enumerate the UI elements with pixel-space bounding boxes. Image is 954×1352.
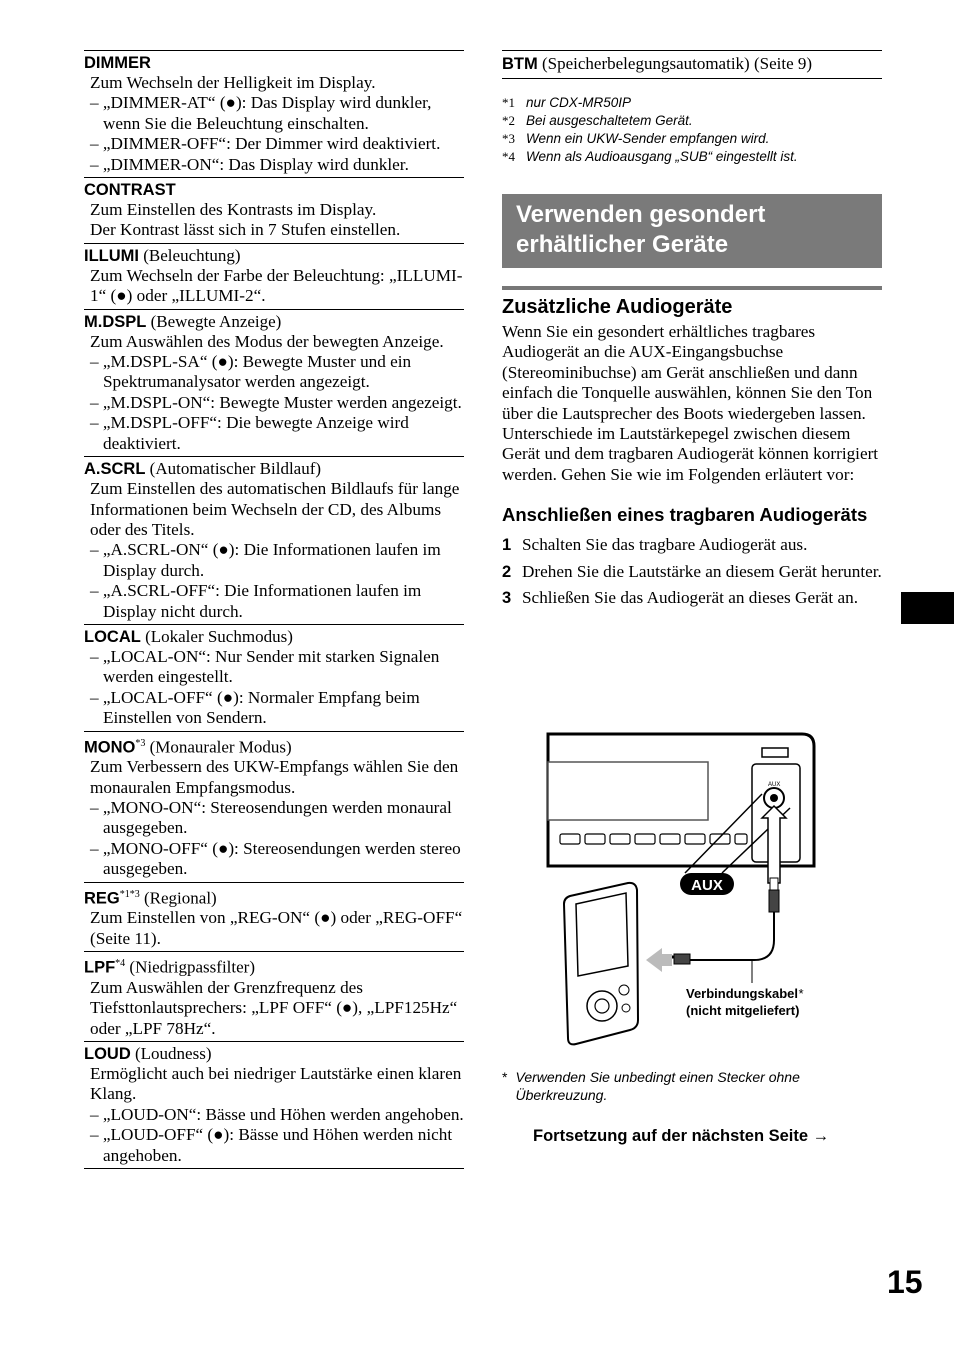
section-paragraph: Wenn Sie ein gesondert erhältliches tragbares Audiogerät an die AUX-Eingangsbuchse (Stereominibuchse) am Gerät anschließen und dann einfach die Tonquelle auswählen, können Sie den Ton über die Lautsprecher des Boots wiedergeben lassen. Unterschiede im Lautstärkepegel zwischen diesem Gerät und dem tragbaren Audiogerät können korrigiert werden. Gehen Sie wie im Folgenden erläutert vor: xyxy=(502,322,879,484)
setting-entry-illumi xyxy=(84,243,464,309)
page-tab-marker xyxy=(901,592,954,624)
entry-text: Ermöglicht auch bei niedriger Lautstärke einen klaren Klang. xyxy=(90,1064,462,1104)
entry-text: Zum Wechseln der Farbe der Beleuchtung: „ILLUMI-1“ (●) oder „ILLUMI-2“. xyxy=(90,265,463,306)
entry-head xyxy=(84,246,464,266)
setting-entry-mono xyxy=(84,731,464,882)
footnote-text: Bei ausgeschaltetem Gerät. xyxy=(526,113,693,128)
footnote-item xyxy=(502,94,882,112)
entry-title: M.DSPL xyxy=(84,312,147,331)
entry-body xyxy=(84,479,464,622)
entry-option: – „A.SCRL-ON“ (●): Die Informationen laufen im Display durch. xyxy=(90,540,441,580)
settings-list xyxy=(84,50,464,1169)
setting-entry-local xyxy=(84,624,464,731)
entry-title-paren: (Lokaler Suchmodus) xyxy=(140,626,293,646)
entry-head xyxy=(84,459,464,479)
entry-title-paren: (Speicherbelegungsautomatik) (Seite 9) xyxy=(537,54,813,73)
footnote-text: nur CDX-MR50IP xyxy=(526,95,632,110)
entry-title: MONO xyxy=(84,738,136,757)
footnote-text: Wenn ein UKW-Sender empfangen wird. xyxy=(526,131,770,146)
entry-text: Der Kontrast lässt sich in 7 Stufen einstellen. xyxy=(90,220,401,240)
entry-head xyxy=(84,312,464,332)
entry-title: LOUD xyxy=(84,1045,131,1063)
entry-title-paren: (Automatischer Bildlauf) xyxy=(145,459,322,479)
jack-label: AUX xyxy=(768,782,781,788)
footnote-item xyxy=(502,130,882,148)
entry-text: Zum Auswählen des Modus der bewegten Anzeige. xyxy=(90,331,444,351)
page-number: 15 xyxy=(887,1264,923,1300)
setting-entry-loud xyxy=(84,1041,464,1169)
entry-body xyxy=(84,647,464,729)
entry-body xyxy=(84,757,464,879)
cable-label: Verbindungskabel* xyxy=(686,986,804,1001)
setting-entry-ascrl xyxy=(84,456,464,624)
section-heading: Zusätzliche Audiogeräte xyxy=(502,286,882,319)
setting-entry-reg xyxy=(84,882,464,951)
head-unit-display xyxy=(548,762,708,820)
entry-body xyxy=(84,978,464,1039)
entry-title: ILLUMI xyxy=(84,246,139,265)
entry-option: – „M.DSPL-SA“ (●): Bewegte Muster und ein Spektrumanalysator werden angezeigt. xyxy=(90,352,412,392)
entry-title: REG xyxy=(84,889,120,908)
setting-entry-contrast xyxy=(84,177,464,243)
entry-body xyxy=(84,332,464,454)
entry-head xyxy=(84,734,464,758)
entry-head xyxy=(84,627,464,647)
entry-title-paren: (Loudness) xyxy=(130,1044,212,1063)
footnote-mark: *1 xyxy=(502,95,515,110)
banner-line-1: Verwenden gesondert xyxy=(516,201,766,228)
entry-title: CONTRAST xyxy=(84,181,176,200)
entry-option: – „M.DSPL-OFF“: Die bewegte Anzeige wird deaktiviert. xyxy=(90,413,409,453)
entry-head xyxy=(84,180,464,200)
entry-text: Zum Wechseln der Helligkeit im Display. xyxy=(90,73,376,92)
footnotes xyxy=(502,94,882,166)
entry-option: – „DIMMER-ON“: Das Display wird dunkler. xyxy=(90,154,409,174)
step-number: 2 xyxy=(502,562,512,581)
entry-head xyxy=(84,53,464,73)
entry-head xyxy=(84,954,464,978)
entry-option: – „LOCAL-OFF“ (●): Normaler Empfang beim Einstellen von Sendern. xyxy=(90,687,420,728)
subsection-heading: Anschließen eines tragbaren Audiogeräts xyxy=(502,504,868,526)
continue-note: Fortsetzung auf der nächsten Seite → xyxy=(533,1127,830,1145)
arrow-left-icon xyxy=(646,948,672,972)
step-item xyxy=(502,535,882,555)
entry-btm xyxy=(502,50,882,79)
step-number: 3 xyxy=(502,589,512,608)
entry-title-paren: (Monauraler Modus) xyxy=(145,737,292,757)
entry-option: – „LOCAL-ON“: Nur Sender mit starken Signalen werden eingestellt. xyxy=(90,646,440,687)
step-item xyxy=(502,562,882,582)
entry-option: – „LOUD-OFF“ (●): Bässe und Höhen werden nicht angehoben. xyxy=(90,1125,453,1165)
footnote-mark: *2 xyxy=(502,113,515,128)
entry-option: – „A.SCRL-OFF“: Die Informationen laufen im Display nicht durch. xyxy=(90,581,422,621)
footnote-text: Verwenden Sie unbedingt einen Stecker ohne Überkreuzung. xyxy=(515,1069,800,1103)
banner-line-2: erhältlicher Geräte xyxy=(516,231,729,258)
cable-label-2: (nicht mitgeliefert) xyxy=(686,1003,800,1018)
entry-body xyxy=(84,200,464,241)
entry-title: A.SCRL xyxy=(84,460,146,479)
entry-footnote-ref: *1*3 xyxy=(119,888,140,900)
section-banner xyxy=(502,194,882,268)
entry-text: Zum Einstellen des automatischen Bildlaufs für lange Informationen beim Wechseln der CD, des Albums oder des Titels. xyxy=(90,479,460,539)
entry-title-paren: (Niedrigpassfilter) xyxy=(125,957,255,977)
connection-diagram xyxy=(540,728,840,1058)
footnote-star: * xyxy=(502,1069,508,1085)
entry-body xyxy=(84,266,464,307)
entry-text: Zum Einstellen des Kontrasts im Display. xyxy=(90,200,377,220)
entry-body xyxy=(84,1064,464,1166)
right-column xyxy=(502,50,882,614)
aux-badge-label: AUX xyxy=(691,877,723,894)
step-text: Drehen Sie die Lautstärke an diesem Gerät herunter. xyxy=(522,561,882,581)
cable xyxy=(690,912,774,960)
footnote-item xyxy=(502,112,882,130)
entry-title-paren: (Regional) xyxy=(139,888,217,908)
footnote-text: Wenn als Audioausgang „SUB“ eingestellt ist. xyxy=(526,149,798,164)
entry-head xyxy=(84,1044,464,1064)
entry-title-paren: (Bewegte Anzeige) xyxy=(146,311,282,331)
step-text: Schalten Sie das tragbare Audiogerät aus. xyxy=(522,535,808,555)
setting-entry-dimmer xyxy=(84,50,464,177)
entry-text: Zum Verbessern des UKW-Empfangs wählen Sie den monauralen Empfangsmodus. xyxy=(90,757,459,797)
entry-head xyxy=(84,885,464,909)
entry-option: – „MONO-ON“: Stereosendungen werden monaural ausgegeben. xyxy=(90,798,452,838)
step-text: Schließen Sie das Audiogerät an dieses Gerät an. xyxy=(522,588,859,608)
portable-player xyxy=(564,883,638,1045)
head-unit-slot xyxy=(762,748,788,757)
entry-title: LOCAL xyxy=(84,627,141,646)
entry-body xyxy=(84,908,464,949)
setting-entry-mdspl xyxy=(84,309,464,456)
step-number: 1 xyxy=(502,536,512,555)
step-item xyxy=(502,588,882,608)
entry-option: – „MONO-OFF“ (●): Stereosendungen werden stereo ausgegeben. xyxy=(90,838,461,879)
entry-text: Zum Auswählen der Grenzfrequenz des Tiefsttonlautsprechers: „LPF OFF“ (●), „LPF125Hz“ oder „LPF 78Hz“. xyxy=(90,977,458,1038)
entry-option: – „DIMMER-OFF“: Der Dimmer wird deaktiviert. xyxy=(90,134,441,154)
footnote-mark: *3 xyxy=(502,131,515,146)
entry-text: Zum Einstellen von „REG-ON“ (●) oder „REG-OFF“ (Seite 11). xyxy=(90,908,463,948)
entry-option: – „M.DSPL-ON“: Bewegte Muster werden angezeigt. xyxy=(90,392,462,412)
entry-body xyxy=(84,73,464,175)
entry-footnote-ref: *4 xyxy=(115,958,126,970)
footnote-mark: *4 xyxy=(502,149,515,164)
entry-title: DIMMER xyxy=(84,54,151,72)
steps-list xyxy=(502,535,882,608)
entry-footnote-ref: *3 xyxy=(135,737,146,749)
footnote-item xyxy=(502,148,882,166)
entry-option: – „DIMMER-AT“ (●): Das Display wird dunkler, wenn Sie die Beleuchtung einschalten. xyxy=(90,93,432,133)
entry-title: BTM xyxy=(502,55,538,73)
entry-title-paren: (Beleuchtung) xyxy=(139,245,241,265)
entry-title: LPF xyxy=(84,958,116,977)
figure-footnote xyxy=(502,1068,882,1104)
setting-entry-lpf xyxy=(84,951,464,1041)
entry-option: – „LOUD-ON“: Bässe und Höhen werden angehoben. xyxy=(90,1104,464,1124)
